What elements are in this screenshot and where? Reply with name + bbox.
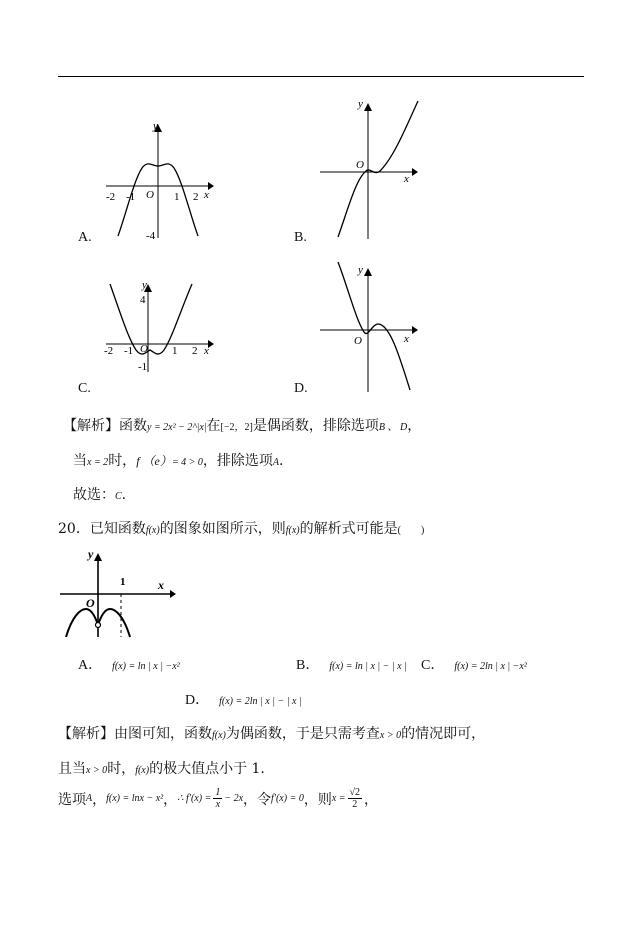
- graph-b-curve: [338, 101, 418, 237]
- graph-a-svg: [100, 118, 220, 248]
- analysis-line-1: [63, 415, 421, 435]
- graph-c-tick-1: 1: [172, 345, 178, 357]
- graph-d: [318, 258, 438, 394]
- analysis-5-zero: f′(x) = 0: [271, 793, 304, 804]
- analysis-2-cond: x = 2: [87, 457, 109, 468]
- choice-c-letter: C．: [421, 658, 445, 673]
- graph-b-x-arrow: [412, 168, 418, 176]
- graph-a-tick-neg4: -4: [146, 230, 156, 242]
- graph-c-tick-neg1-y: -1: [138, 361, 148, 373]
- graph-c-svg: [100, 278, 220, 374]
- choice-d-expr: f(x) = 2ln | x | − | x |: [219, 696, 302, 707]
- analysis-1-text-3: 是偶函数，排除选项: [252, 418, 379, 434]
- analysis-5-minus: − 2x: [224, 793, 244, 804]
- analysis-1-func: y = 2x² − 2^|x|: [147, 422, 207, 433]
- analysis-3-text-3: 的情况即可，: [401, 726, 486, 742]
- top-rule: [58, 76, 584, 77]
- analysis-5-sqrt: √2: [349, 787, 361, 798]
- analysis-2-text-3: ，排除选项: [202, 453, 273, 469]
- option-c-label: C.: [78, 381, 91, 396]
- analysis-2-opt: A: [272, 457, 279, 468]
- analysis-5-text-1: 选项: [58, 791, 86, 808]
- analysis-3-text-1: 由图可知，函数: [114, 726, 212, 742]
- graph-d-x-arrow: [412, 326, 418, 334]
- analysis-line-5: [58, 787, 378, 810]
- graph-b-y-label: y: [358, 98, 363, 110]
- graph-q20-open-point: [96, 623, 101, 628]
- analysis-5-root-fraction: [348, 787, 363, 810]
- option-b-label: B.: [294, 230, 307, 245]
- q20-text-3: 的解析式可能是: [299, 521, 398, 537]
- graph-a-tick-1: 1: [174, 191, 180, 203]
- graph-a-x-label: x: [204, 189, 209, 201]
- graph-q20: [58, 545, 188, 640]
- graph-c-tick-neg2: -2: [104, 345, 114, 357]
- analysis-4-text-1: 且当: [58, 761, 86, 777]
- graph-c-tick-4: 4: [140, 294, 146, 306]
- analysis-line-2: [73, 450, 283, 470]
- answer-period: .: [121, 487, 127, 503]
- graph-b-svg: [318, 97, 438, 247]
- graph-q20-svg: [58, 545, 188, 640]
- graph-b-y-arrow: [364, 103, 372, 111]
- analysis-line-4: [58, 758, 265, 778]
- answer-text: 故选：: [73, 487, 115, 503]
- graph-d-origin: O: [354, 335, 362, 347]
- analysis-5-text-4: ，令: [243, 791, 272, 808]
- graph-a-tick-neg2: -2: [106, 191, 116, 203]
- option-a-label: A.: [78, 230, 92, 245]
- graph-c: [100, 278, 220, 374]
- analysis-5-deriv: ∴ f′(x) =: [177, 793, 212, 804]
- graph-q20-x-arrow: [170, 590, 176, 598]
- graph-d-curve: [338, 262, 410, 390]
- analysis-5-fraction: [213, 787, 222, 810]
- option-d-label: D.: [294, 381, 308, 396]
- analysis-5-frac-den: x: [215, 799, 221, 810]
- analysis-5-text-2: ，: [92, 791, 107, 808]
- graph-d-y-label: y: [358, 264, 363, 276]
- graph-q20-y-arrow: [94, 553, 102, 561]
- analysis-4-text-2: 时，: [107, 761, 136, 777]
- graph-b: [318, 97, 438, 247]
- choice-a: [78, 654, 180, 674]
- graph-a-tick-2: 2: [193, 191, 199, 203]
- graph-b-origin: O: [356, 159, 364, 171]
- graph-c-x-label: x: [204, 345, 209, 357]
- graph-q20-y-label: y: [88, 547, 94, 561]
- q20-text-2: 的图象如图所示，则: [159, 521, 286, 537]
- choice-c-expr: f(x) = 2ln | x | −x²: [454, 661, 527, 672]
- analysis-1-opts: B 、 D: [378, 422, 408, 433]
- choice-b: [296, 654, 407, 674]
- q20-paren: ( ): [397, 525, 425, 536]
- graph-a: [100, 118, 220, 248]
- question-number: 20．: [58, 521, 90, 537]
- graph-d-x-label: x: [404, 333, 409, 345]
- analysis-4-text-3: 的极大值点小于 1.: [149, 761, 265, 777]
- analysis-2-text-4: .: [278, 453, 284, 469]
- choice-d: [185, 689, 302, 709]
- choice-b-expr: f(x) = ln | x | − | x |: [329, 661, 407, 672]
- analysis-line-3: [58, 723, 485, 743]
- choice-c: [421, 654, 527, 674]
- graph-a-y-label: y: [153, 120, 158, 132]
- analysis-4-cond: x > 0: [86, 765, 108, 776]
- analysis-5-text-3: ，: [163, 791, 178, 808]
- graph-c-tick-2: 2: [192, 345, 198, 357]
- analysis-4-fx: f(x): [135, 765, 150, 776]
- q20-text-1: 已知函数: [89, 521, 146, 537]
- analysis-5-fx: f(x) = lnx − x²: [106, 793, 164, 804]
- analysis-2-text-1: 当: [73, 453, 87, 469]
- question-20: [58, 518, 424, 538]
- analysis-5-opt: A: [86, 793, 93, 804]
- q20-fx-1: f(x): [145, 525, 160, 536]
- answer-opt: C: [115, 491, 122, 502]
- q20-fx-2: f(x): [285, 525, 300, 536]
- analysis-label: 【解析】: [63, 418, 119, 434]
- analysis-5-den: 2: [352, 799, 358, 810]
- analysis-1-text-4: ，: [407, 418, 422, 434]
- graph-q20-x-label: x: [158, 578, 164, 592]
- answer-line: [73, 484, 126, 504]
- graph-c-y-label: y: [142, 279, 147, 291]
- analysis-1-interval: [−2，2]: [220, 422, 253, 433]
- choice-a-expr: f(x) = ln | x | −x²: [112, 661, 180, 672]
- analysis-3-text-2: 为偶函数，于是只需考查: [225, 726, 380, 742]
- graph-q20-origin: O: [86, 596, 95, 610]
- graph-c-tick-neg1: -1: [124, 345, 134, 357]
- graph-c-origin: O: [140, 343, 148, 355]
- analysis-5-text-6: ，: [364, 791, 379, 808]
- choice-b-letter: B．: [296, 658, 320, 673]
- analysis-3-fx: f(x): [212, 730, 226, 741]
- analysis-5-frac-num: 1: [215, 787, 221, 798]
- graph-d-y-arrow: [364, 268, 372, 276]
- graph-a-origin: O: [146, 189, 154, 201]
- graph-a-x-arrow: [208, 182, 214, 190]
- analysis-2-val: = 4 > 0: [171, 457, 203, 468]
- analysis-1-text-1: 函数: [119, 418, 147, 434]
- analysis-5-text-5: ，则: [303, 791, 332, 808]
- analysis-2-fx: f （e）: [136, 454, 172, 468]
- analysis-3-label: 【解析】: [58, 726, 114, 742]
- choice-a-letter: A．: [78, 658, 103, 673]
- graph-a-tick-neg1: -1: [126, 191, 136, 203]
- graph-b-x-label: x: [404, 173, 409, 185]
- analysis-5-xeq: x =: [331, 793, 346, 804]
- graph-c-x-arrow: [208, 340, 214, 348]
- analysis-3-cond: x > 0: [379, 730, 402, 741]
- analysis-2-text-2: 时，: [108, 453, 137, 469]
- graph-q20-tick-1: 1: [120, 576, 126, 588]
- choice-d-letter: D．: [185, 693, 210, 708]
- analysis-1-text-2: 在: [206, 418, 221, 434]
- graph-d-svg: [318, 258, 438, 394]
